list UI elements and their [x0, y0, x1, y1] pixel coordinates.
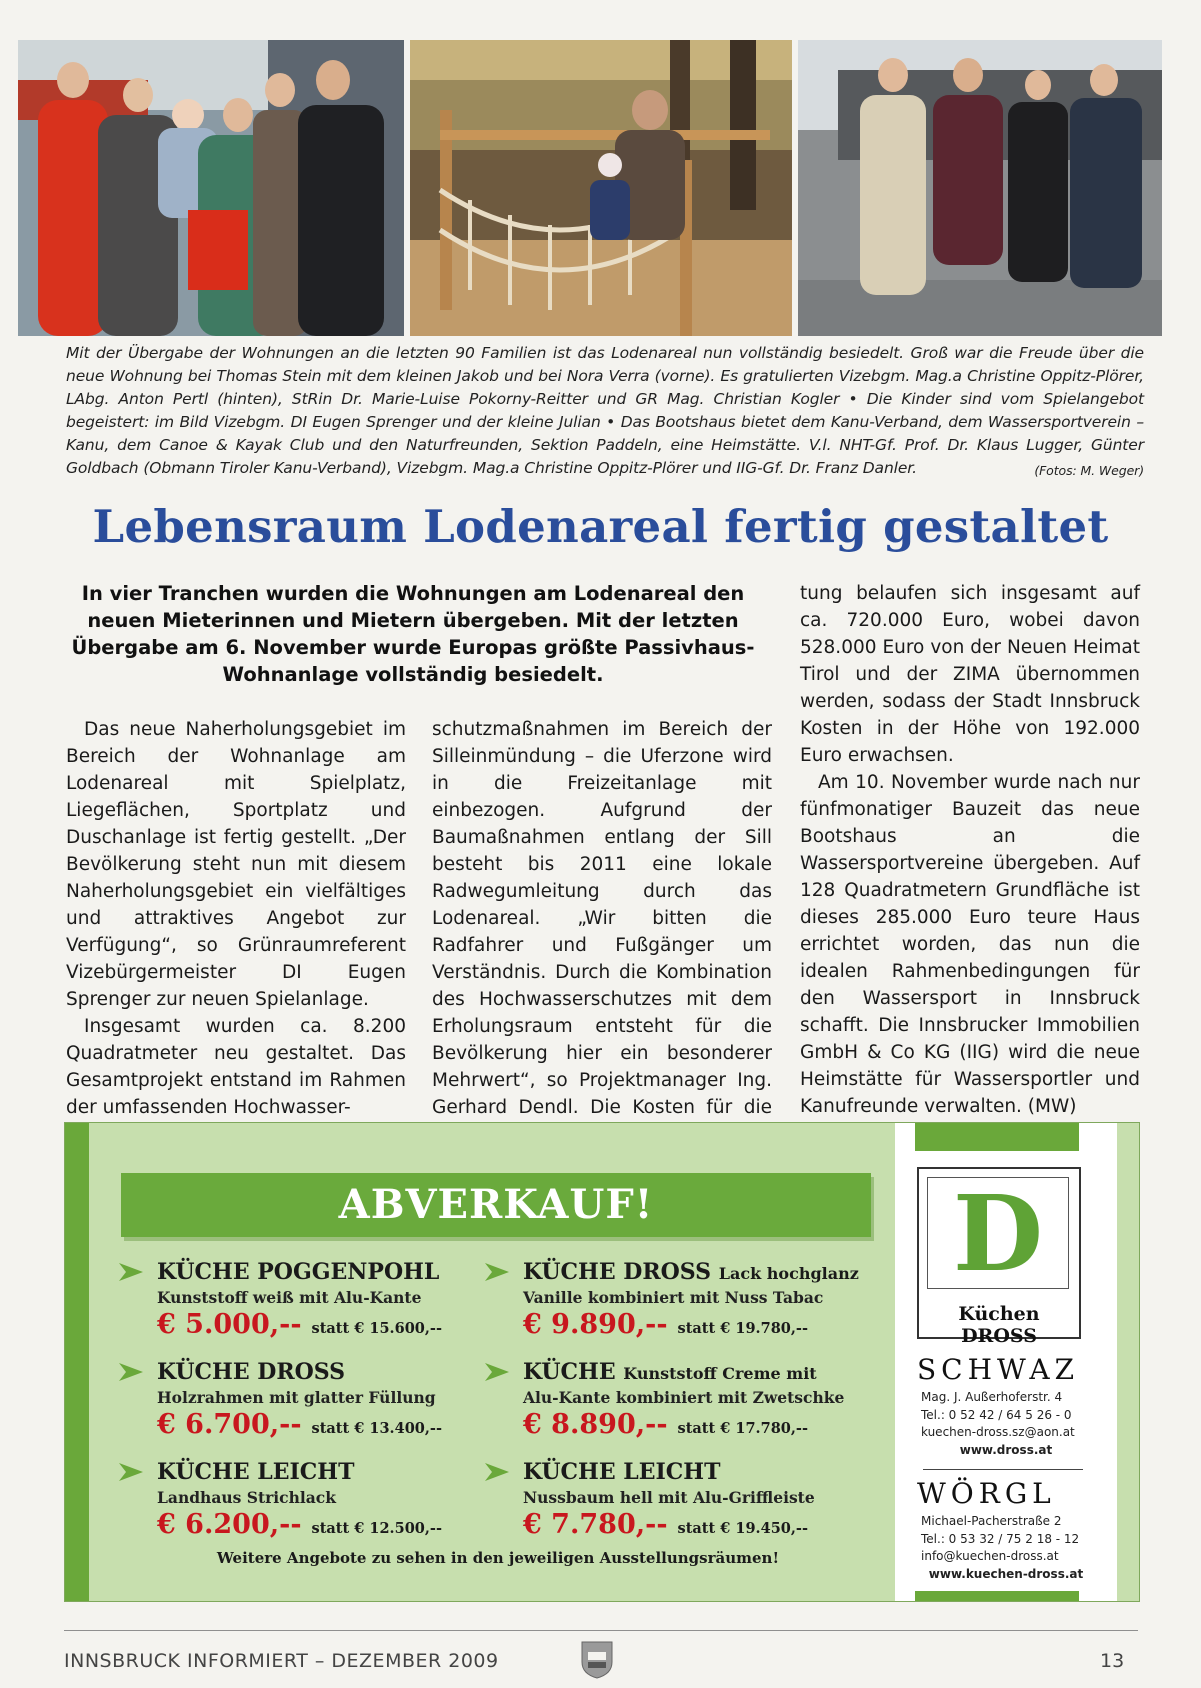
- arrow-icon: [483, 1261, 511, 1283]
- brand-logo: [917, 1167, 1081, 1347]
- offer-title: KÜCHE POGGENPOHL: [157, 1259, 440, 1285]
- location-title: WÖRGL: [917, 1477, 1056, 1510]
- brand-name: Küchen DROSS: [958, 1303, 1040, 1347]
- article-headline: Lebensraum Lodenareal fertig gestaltet: [92, 500, 1109, 553]
- phone: Tel.: 0 53 32 / 75 2 18 - 12: [921, 1531, 1080, 1546]
- offer-item: [157, 1359, 537, 1441]
- arrow-icon: [483, 1361, 511, 1383]
- photo-family-handover: [18, 40, 404, 336]
- offer-description: Alu-Kante kombiniert mit Zwetschke: [523, 1388, 845, 1407]
- offer-original-price: statt € 12.500,--: [311, 1520, 442, 1537]
- paragraph: Das neue Naherholungsgebiet im Bereich der Wohnanlage am Lodenareal mit Spielplatz, Liegeflächen, Sportplatz und Duschanlage ist fertig gestellt. „Der Bevölkerung steht nun mit diesem Naherholungsgebiet ein vielfältiges und attraktives Angebot zur Verfügung“, so Grünraumreferent Vizebürgermeister DI Eugen Sprenger zur neuen Spielanlage.: [66, 719, 406, 1010]
- article-lead: In vier Tranchen wurden die Wohnungen am Lodenareal den neuen Mieterinnen und Mietern übergeben. Mit der letzten Übergabe am 6. November wurde Europas größte Passivhaus-Wohnanlage vollständig besiedelt.: [71, 582, 755, 686]
- offer-description: Vanille kombiniert mit Nuss Tabac: [523, 1288, 824, 1307]
- brand-bottom-bar: [915, 1591, 1079, 1601]
- paragraph: Insgesamt wurden ca. 8.200 Quadratmeter neu gestaltet. Das Gesamtprojekt entstand im Rahmen der umfassenden Hochwasser-: [66, 1016, 406, 1118]
- offer-original-price: statt € 17.780,--: [677, 1420, 808, 1437]
- offer-original-price: statt € 13.400,--: [311, 1420, 442, 1437]
- offer-title-note: Kunststoff Creme mit: [623, 1364, 817, 1383]
- offer-price: € 5.000,--: [157, 1309, 302, 1340]
- ad-footnote: Weitere Angebote zu sehen in den jeweiligen Ausstellungsräumen!: [216, 1549, 780, 1567]
- arrow-icon: [483, 1461, 511, 1483]
- photo-credit: (Fotos: M. Weger): [1034, 463, 1144, 478]
- offer-item: [523, 1359, 903, 1441]
- photo-boathouse: [798, 40, 1162, 336]
- arrow-icon: [117, 1461, 145, 1483]
- paragraph: Am 10. November wurde nach nur fünfmonatiger Bauzeit das neue Bootshaus an die Wassersportvereine übergeben. Auf 128 Quadratmetern Grundfläche ist dieses 285.000 Euro teure Haus errichtet worden, das nun die idealen Rahmenbedingungen für den Wassersport in Innsbruck schafft. Die Innsbrucker Immobilien GmbH & Co KG (IIG) wird die neue Heimstätte für Wassersportler und Kanufreunde verwalten. (MW): [800, 772, 1140, 1117]
- offer-title: KÜCHE DROSS: [523, 1259, 712, 1285]
- ad-left-band: [65, 1123, 89, 1601]
- offer-description: Kunststoff weiß mit Alu-Kante: [157, 1288, 422, 1307]
- photo-playground: [410, 40, 792, 336]
- city-crest-icon: [580, 1640, 614, 1680]
- arrow-icon: [117, 1361, 145, 1383]
- address: Michael-Pacherstraße 2: [921, 1514, 1062, 1528]
- offer-price: € 9.890,--: [523, 1309, 668, 1340]
- offer-original-price: statt € 19.450,--: [677, 1520, 808, 1537]
- caption-text: Mit der Übergabe der Wohnungen an die letzten 90 Familien ist das Lodenareal nun vollständig besiedelt. Groß war die Freude über die neue Wohnung bei Thomas Stein mit dem kleinen Jakob und bei Nora Verra (vorne). Es gratulierten Vizebgm. Mag.a Christine Oppitz-Plörer, LAbg. Anton Pertl (hinten), StRin Dr. Marie-Luise Pokorny-Reitter und GR Mag. Christian Kogler • Die Kinder sind vom Spielangebot begeistert: im Bild Vizebgm. DI Eugen Sprenger und der kleine Julian • Das Bootshaus bietet dem Kanu-Verband, dem Wassersportverein – Kanu, dem Canoe & Kayak Club und den Naturfreunden, Sektion Paddeln, eine Heimstätte. V.l. NHT-Gf. Prof. Dr. Klaus Lugger, Günter Goldbach (Obmann Tiroler Kanu-Verband), Vizebgm. Mag.a Christine Oppitz-Plörer und IIG-Gf. Dr. Franz Danler.: [66, 344, 1144, 477]
- offer-description: Nussbaum hell mit Alu-Griffleiste: [523, 1488, 815, 1507]
- offer-title: KÜCHE LEICHT: [523, 1459, 721, 1485]
- column-2: [432, 716, 772, 1148]
- offer-item: [523, 1259, 903, 1341]
- offer-price: € 6.200,--: [157, 1509, 302, 1540]
- website: www.dross.at: [959, 1442, 1053, 1457]
- offer-item: [157, 1259, 537, 1341]
- photo-strip: [18, 40, 1162, 336]
- offer-original-price: statt € 15.600,--: [311, 1320, 442, 1337]
- separator: [923, 1469, 1083, 1470]
- offer-price: € 8.890,--: [523, 1409, 668, 1440]
- arrow-icon: [117, 1261, 145, 1283]
- address: Mag. J. Außerhoferstr. 4: [921, 1390, 1063, 1404]
- logo-letter: D: [927, 1177, 1069, 1289]
- offer-title-note: Lack hochglanz: [718, 1264, 859, 1283]
- offer-price: € 6.700,--: [157, 1409, 302, 1440]
- email: info@kuechen-dross.at: [921, 1549, 1059, 1563]
- offer-description: Holzrahmen mit glatter Füllung: [157, 1388, 436, 1407]
- offer-title: KÜCHE: [523, 1359, 616, 1385]
- ad-banner: ABVERKAUF!: [121, 1173, 871, 1237]
- column-1: [66, 716, 406, 1121]
- page-number: 13: [1100, 1650, 1125, 1672]
- footer-divider: [64, 1630, 1138, 1631]
- kitchen-advertisement: [64, 1122, 1140, 1602]
- brand-panel: [895, 1123, 1117, 1601]
- phone: Tel.: 0 52 42 / 64 5 26 - 0: [921, 1407, 1072, 1422]
- photo-caption: [66, 342, 1144, 482]
- website: www.kuechen-dross.at: [928, 1566, 1084, 1581]
- footer-publication: INNSBRUCK INFORMIERT – DEZEMBER 2009: [64, 1650, 499, 1672]
- location-details: [921, 1513, 1091, 1583]
- offer-title: KÜCHE LEICHT: [157, 1459, 355, 1485]
- location-details: [921, 1389, 1091, 1459]
- location-title: SCHWAZ: [917, 1353, 1080, 1386]
- offer-item: [157, 1459, 537, 1541]
- offer-price: € 7.780,--: [523, 1509, 668, 1540]
- offer-title: KÜCHE DROSS: [157, 1359, 346, 1385]
- paragraph: schutzmaßnahmen im Bereich der Silleinmündung – die Uferzone wird in die Freizeitanlage mit einbezogen. Aufgrund der Baumaßnahmen entlang der Sill besteht bis 2011 eine lokale Radwegumleitung durch das Lodenareal. „Wir bitten die Radfahrer und Fußgänger um Verständnis. Durch die Kombination des Hochwasserschutzes mit dem Erholungsraum entsteht für die Bevölkerung hier ein besonderer Mehrwert“, so Projektmanager Ing. Gerhard Dendl. Die Kosten für die: [432, 719, 772, 1118]
- offer-item: [523, 1459, 903, 1541]
- column-3: [800, 580, 1140, 1120]
- offer-description: Landhaus Strichlack: [157, 1488, 336, 1507]
- email: kuechen-dross.sz@aon.at: [921, 1425, 1075, 1439]
- brand-top-bar: [915, 1123, 1079, 1151]
- paragraph: tung belaufen sich insgesamt auf ca. 720.000 Euro, wobei davon 528.000 Euro von der Neuen Heimat Tirol und der ZIMA übernommen werden, sodass der Stadt Innsbruck Kosten in der Höhe von 192.000 Euro erwachsen.: [800, 583, 1140, 766]
- offer-original-price: statt € 19.780,--: [677, 1320, 808, 1337]
